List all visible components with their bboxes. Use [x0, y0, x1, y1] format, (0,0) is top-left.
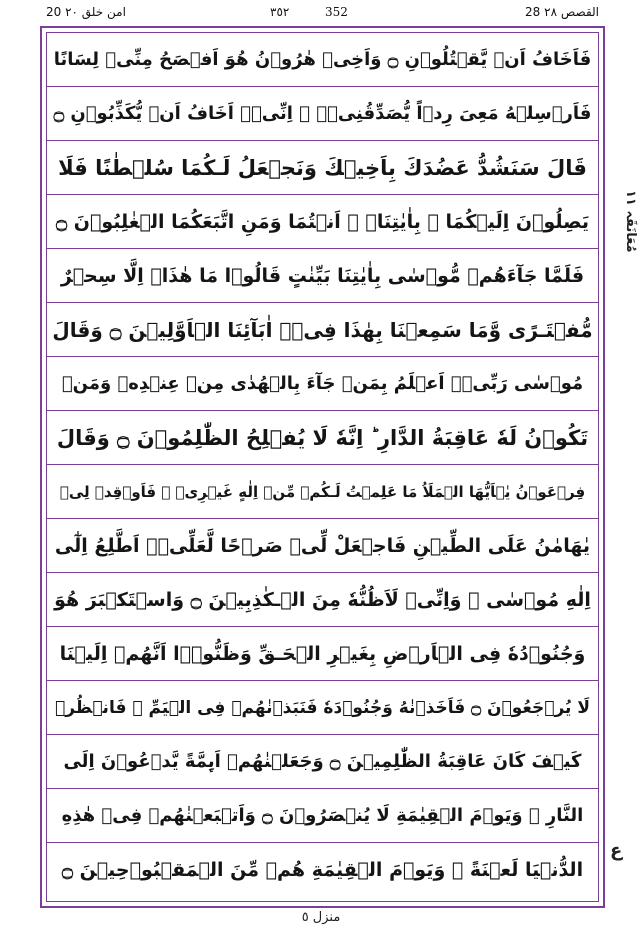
verse-line-text: كَيۡفَ كَانَ عَاقِبَةُ الظّٰلِمِيۡنَ ۝ وَجَعَلۡنٰهُمۡ اَٮِٕمَّةً يَّدۡعُوۡنَ اِلَى — [63, 751, 582, 772]
verse-line — [47, 303, 598, 357]
verse-line-text: الدُّنۡيَا لَعۡنَةً ۚ وَيَوۡمَ الۡقِيٰمَةِ هُمۡ مِّنَ الۡمَقۡبُوۡحِيۡنَ ۝ — [61, 859, 584, 881]
verse-line — [47, 465, 598, 519]
verse-line-text: النَّارِ ۚ وَيَوۡمَ الۡقِيٰمَةِ لَا يُنۡصَرُوۡنَ ۝ وَاَتۡبَعۡنٰهُمۡ فِىۡ هٰذِهِ — [61, 805, 584, 826]
verse-line-text: فَاَخَافُ اَنۡ يَّقۡتُلُوۡنِ ۝ وَاَخِىۡ هٰرُوۡنُ هُوَ اَفۡصَحُ مِنِّىۡ لِسَانًا — [53, 49, 592, 70]
verse-line-text: وَجُنُوۡدُهٗ فِى الۡاَرۡضِ بِغَيۡرِ الۡحَـقِّ وَظَنُّوۡۤا اَنَّهُمۡ اِلَيۡنَا — [59, 642, 586, 665]
verse-line-text: تَكُوۡنُ لَهٗ عَاقِبَةُ الدَّارِ ؕ اِنَّهٗ لَا يُفۡلِحُ الظّٰلِمُوۡنَ ۝ وَقَالَ — [56, 425, 589, 450]
text-area — [46, 32, 599, 902]
verse-line — [47, 357, 598, 411]
manzil-footer: منزل ٥ — [301, 910, 341, 925]
verse-line-text: فِرۡعَوۡنُ يٰۤاَيُّهَا الۡمَلَاُ مَا عَلِمۡتُ لَـكُمۡ مِّنۡ اِلٰهٍ غَيۡرِىۡ ۚ فَاَوۡقِدۡ لِىۡ — [59, 482, 586, 501]
verse-line-text: فَاَرۡسِلۡهُ مَعِىَ رِدۡاً يُّصَدِّقُنِىۡۤ ۖ اِنِّىۡۤ اَخَافُ اَنۡ يُّكَذِّبُوۡنِ ۝ — [53, 103, 592, 124]
verse-line-text: يَصِلُوۡنَ اِلَيۡكُمَا ۛ بِاٰيٰتِنَاۤ ۛ اَنۡتُمَا وَمَنِ اتَّبَعَكُمَا الۡغٰلِبُوۡنَ ۝ — [55, 210, 589, 233]
verse-line-text: لَا يُرۡجَعُوۡنَ ۝ فَاَخَذۡنٰهُ وَجُنُوۡدَهٗ فَنَبَذۡنٰهُمۡ فِى الۡيَمِّ ۚ فَانۡظُرۡ — [55, 698, 590, 718]
verse-line — [47, 33, 598, 87]
verse-line-text: مُوۡسٰى رَبِّىۡۤ اَعۡلَمُ بِمَنۡ جَآءَ بِالۡهُدٰى مِنۡ عِنۡدِهٖ وَمَنۡ — [61, 373, 584, 394]
verse-line — [47, 573, 598, 627]
verse-line — [47, 141, 598, 195]
page-number-arabic: ٣٥٢ — [270, 5, 290, 19]
verse-line-text: مُّفۡتَـرًى وَّمَا سَمِعۡنَا بِهٰذَا فِىۡۤ اٰبَآئِنَا الۡاَوَّلِيۡنَ ۝ وَقَالَ — [52, 317, 593, 342]
surah-label: 28 القصص ٢٨ — [525, 5, 599, 19]
verse-line-text: قَالَ سَنَشُدُّ عَضُدَكَ بِاَخِيۡكَ وَنَجۡعَلُ لَـكُمَا سُلۡطٰنًا فَلَا — [58, 155, 587, 180]
verse-line-text: اِلٰهِ مُوۡسٰى ۙ وَاِنِّىۡ لَاَظُنُّهٗ مِنَ الۡـكٰذِبِيۡنَ ۝ وَاسۡتَكۡبَرَ هُوَ — [54, 588, 591, 611]
juz-label: 20 امن خلق ٢٠ — [46, 5, 126, 19]
margin-note: مُعَانَقَہ ١١ — [623, 190, 638, 253]
verse-line — [47, 411, 598, 465]
verse-line — [47, 735, 598, 789]
verse-line — [47, 843, 598, 897]
verse-line-text: فَلَمَّا جَآءَهُمۡ مُّوۡسٰى بِاٰيٰتِنَا بَيِّنٰتٍ قَالُوۡا مَا هٰذَاۤ اِلَّا سِحۡرٌ — [60, 264, 585, 287]
verse-line — [47, 519, 598, 573]
verse-line — [47, 195, 598, 249]
verse-line — [47, 249, 598, 303]
page-number: 352 — [325, 5, 348, 19]
verse-line-text: يٰهَامٰنُ عَلَى الطِّيۡنِ فَاجۡعَلْ لِّىۡ صَرۡحًا لَّعَلِّىۡۤ اَطَّلِعُ اِلٰٓى — [54, 534, 591, 557]
verse-line — [47, 87, 598, 141]
ruku-mark: ع — [610, 840, 623, 861]
page-header — [40, 2, 605, 24]
verse-line — [47, 789, 598, 843]
verse-line — [47, 681, 598, 735]
page-frame — [40, 26, 605, 908]
verse-line — [47, 627, 598, 681]
